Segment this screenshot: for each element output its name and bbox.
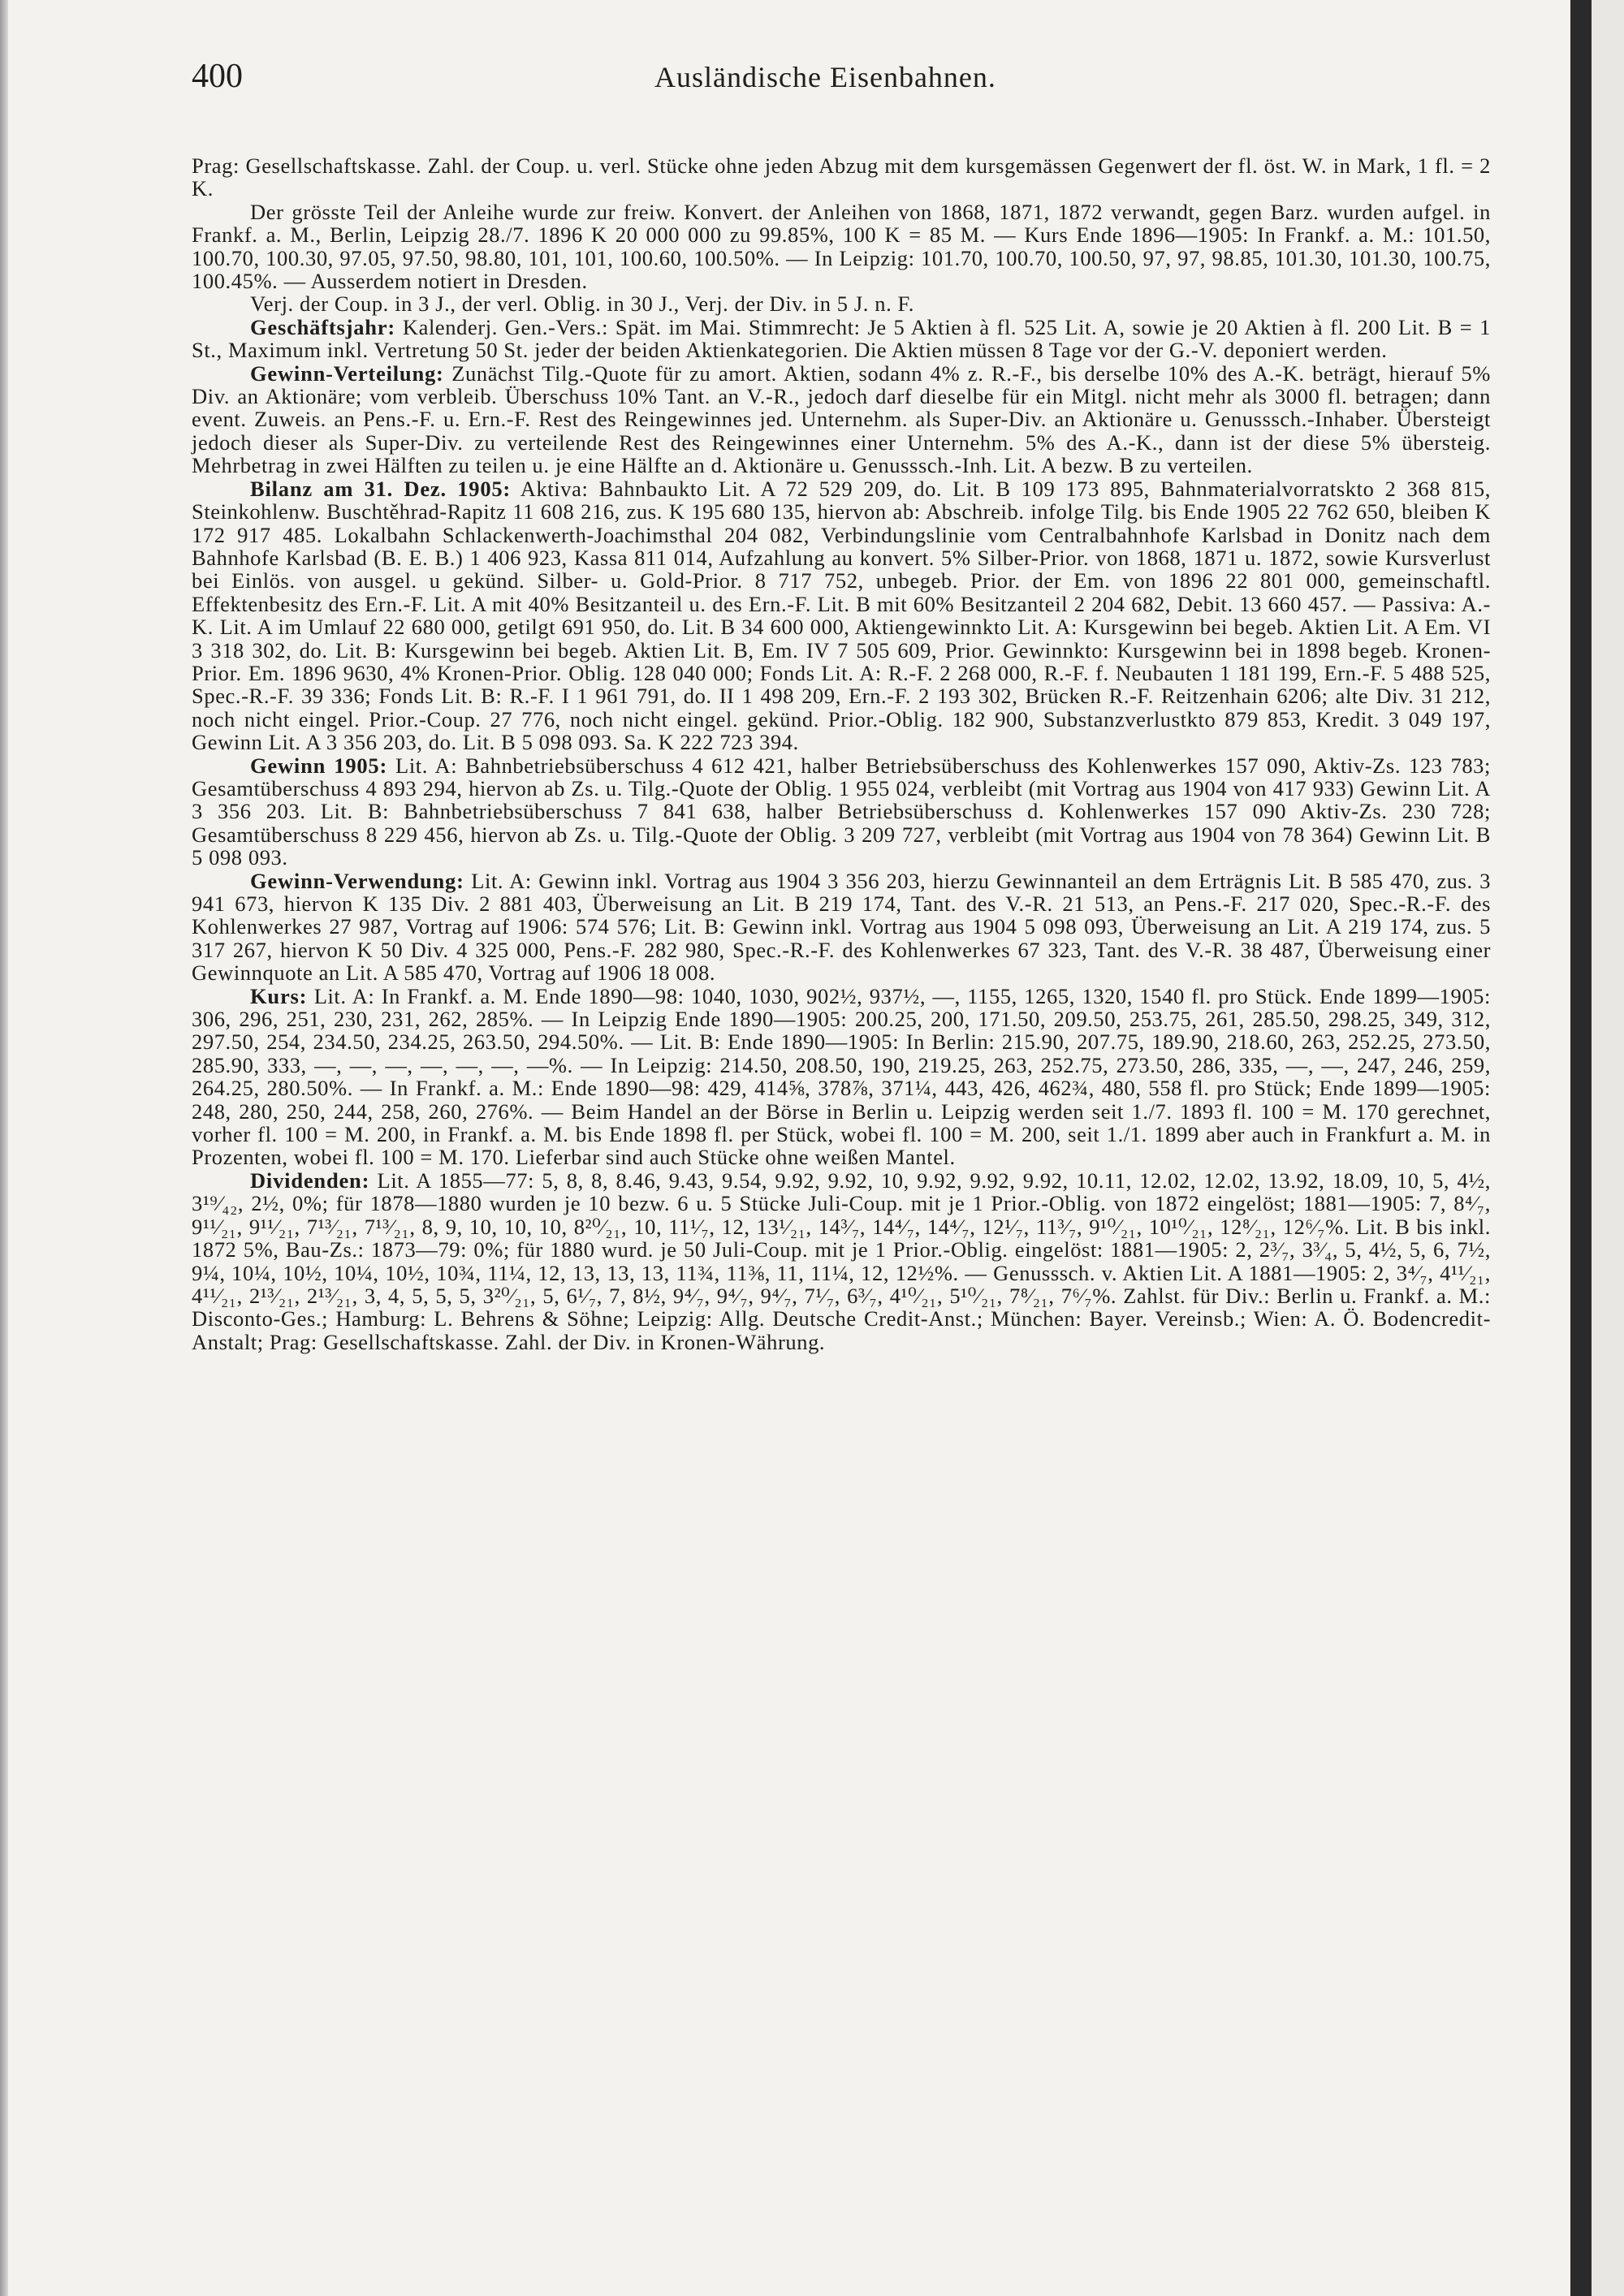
paragraph-text: Verj. der Coup. in 3 J., der verl. Oblig. in 30 J., Verj. der Div. in 5 J. n. F.	[250, 291, 914, 317]
book-spine-edge	[1570, 0, 1592, 2296]
paragraph-label: Kurs:	[250, 983, 308, 1008]
paragraph-text: Lit. A: Gewinn inkl. Vortrag aus 1904 3 356 203, hierzu Gewinnanteil an dem Erträgnis Lit. B 585 470, zus. 3 941 673, hiervon K 135 Div. 2 881 403, Überweisung an Lit. B 219 174, Tant. des V.-R. 21 513, an Pens.-F. 217 020, Spec.-R.-F. des Kohlenwerkes 27 987, Vortrag auf 1906: 574 576; Lit. B: Gewinn inkl. Vortrag aus 1904 5 098 093, Überweisung an Lit. A 219 174, zus. 5 317 267, hiervon K 50 Div. 4 325 000, Pens.-F. 282 980, Spec.-R.-F. des Kohlenwerkes 67 323, Tant. des V.-R. 38 487, Überweisung einer Gewinnquote an Lit. A 585 470, Vortrag auf 1906 18 008.	[192, 868, 1491, 986]
paragraph-label: Bilanz am 31. Dez. 1905:	[250, 476, 512, 501]
paragraph-text: Aktiva: Bahnbaukto Lit. A 72 529 209, do. Lit. B 109 173 895, Bahnmaterialvorratskto 2 368 815, Steinkohlenw. Buschtěhrad-Rapitz 11 608 216, zus. K 195 680 135, hiervon ab: Abschreib. infolge Tilg. bis Ende 1905 22 762 650, bleiben K 172 917 485. Lokalbahn Schlackenwerth-Joachimsthal 204 082, Verbindungslinie vom Centralbahnhofe Karlsbad in Donitz nach dem Bahnhofe Karlsbad (B. E. B.) 1 406 923, Kassa 811 014, Aufzahlung au konvert. 5% Silber-Prior. von 1868, 1871 u. 1872, sowie Kursverlust bei Einlös. von ausgel. u gekünd. Silber- u. Gold-Prior. 8 717 752, unbegeb. Prior. der Em. von 1896 22 801 000, gemeinschaftl. Effektenbesitz des Ern.-F. Lit. A mit 40% Besitzanteil u. des Ern.-F. Lit. B mit 60% Besitzanteil 2 204 682, Debit. 13 660 457. — Passiva: A.-K. Lit. A im Umlauf 22 680 000, getilgt 691 950, do. Lit. B 34 600 000, Aktiengewinnkto Lit. A: Kursgewinn bei begeb. Aktien Lit. A Em. VI 3 318 302, do. Lit. B: Kursgewinn bei begeb. Aktien Lit. B, Em. IV 7 505 609, Prior. Gewinnkto: Kursgewinn bei in 1898 begeb. Kronen-Prior. Em. 1896 9630, 4% Kronen-Prior. Oblig. 128 040 000; Fonds Lit. A: R.-F. 2 268 000, R.-F. f. Neubauten 1 181 199, Ern.-F. 5 488 525, Spec.-R.-F. 39 336; Fonds Lit. B: R.-F. I 1 961 791, do. II 1 498 209, Ern.-F. 2 193 302, Brücken R.-F. Reitzenhain 6206; alte Div. 31 212, noch nicht eingel. Prior.-Coup. 27 776, noch nicht eingel. gekünd. Prior.-Oblig. 182 900, Substanzverlustkto 879 853, Kredit. 3 049 197, Gewinn Lit. A 3 356 203, do. Lit. B 5 098 093. Sa. K 222 723 394.	[192, 476, 1492, 755]
paragraph-gewinn-1905	[192, 754, 1491, 870]
paragraph-label: Gewinn-Verteilung:	[250, 360, 444, 386]
paragraph-text: Zunächst Tilg.-Quote für zu amort. Aktien, sodann 4% z. R.-F., bis derselbe 10% des A.-K. beträgt, hierauf 5% Div. an Aktionäre; vom verbleib. Überschuss 10% Tant. an V.-R., jedoch darf dieselbe für ein Mitgl. nicht mehr als 3000 fl. betragen; dann event. Zuweis. an Pens.-F. u. Ern.-F. Rest des Reingewinnes jed. Unternehm. als Super-Div. an Aktionäre u. Genusssch.-Inhaber. Übersteigt jedoch dieser als Super-Div. zu verteilende Rest des Reingewinnes einer Unternehm. 5% des A.-K., dann ist der diese 5% übersteig. Mehrbetrag in zwei Hälften zu teilen u. je eine Hälfte an d. Aktionäre u. Genusssch.-Inh. Lit. A bezw. B zu verteilen.	[192, 360, 1491, 478]
page-number: 400	[192, 58, 243, 95]
paragraph-text: Lit. A: In Frankf. a. M. Ende 1890—98: 1040, 1030, 902½, 937½, —, 1155, 1265, 1320, 1540 fl. pro Stück. Ende 1899—1905: 306, 296, 251, 230, 231, 262, 285%. — In Leipzig Ende 1890—1905: 200.25, 200, 171.50, 209.50, 253.75, 261, 285.50, 298.25, 349, 312, 297.50, 254, 234.50, 234.25, 263.50, 294.50%. — Lit. B: Ende 1890—1905: In Berlin: 215.90, 207.75, 189.90, 218.60, 263, 252.25, 273.50, 285.90, 333, —, —, —, —, —, —, —%. — In Leipzig: 214.50, 208.50, 190, 219.25, 263, 252.75, 273.50, 286, 335, —, —, 247, 246, 259, 264.25, 280.50%. — In Frankf. a. M.: Ende 1890—98: 429, 414⅝, 378⅞, 371¼, 443, 426, 462¾, 480, 558 fl. pro Stück; Ende 1899—1905: 248, 280, 250, 244, 258, 260, 276%. — Beim Handel an der Börse in Berlin u. Leipzig werden seit 1./7. 1893 fl. 100 = M. 170 gerechnet, vorher fl. 100 = M. 200, in Frankf. a. M. bis Ende 1898 fl. per Stück, wobei fl. 100 = M. 200, seit 1./1. 1899 aber auch in Frankfurt a. M. in Prozenten, wobei fl. 100 = M. 170. Lieferbar sind auch Stücke ohne weißen Mantel.	[192, 983, 1491, 1170]
paragraph-bilanz	[192, 477, 1491, 754]
paragraph-gewinn-verwendung	[192, 870, 1491, 985]
paragraph-text: Lit. A: Bahnbetriebsüberschuss 4 612 421, halber Betriebsüberschuss des Kohlenwerkes 157 090, Aktiv-Zs. 123 783; Gesamtüberschuss 4 893 294, hiervon ab Zs. u. Tilg.-Quote der Oblig. 1 955 024, verbleibt (mit Vortrag aus 1904 von 417 933) Gewinn Lit. A 3 356 203. Lit. B: Bahnbetriebsüberschuss 7 841 638, halber Betriebsüberschuss d. Kohlenwerkes 157 090 Aktiv-Zs. 230 728; Gesamtüberschuss 8 229 456, hiervon ab Zs. u. Tilg.-Quote der Oblig. 3 209 727, verbleibt (mit Vortrag aus 1904 von 78 364) Gewinn Lit. B 5 098 093.	[192, 753, 1491, 870]
paragraph-dividenden	[192, 1169, 1491, 1353]
document-page	[192, 57, 1491, 1353]
paragraph-label: Dividenden:	[250, 1167, 370, 1193]
paragraph-geschaeftsjahr	[192, 316, 1491, 362]
paragraph-verjaehrung	[192, 292, 1491, 315]
paragraph-text: Lit. A 1855—77: 5, 8, 8, 8.46, 9.43, 9.54, 9.92, 9.92, 10, 9.92, 9.92, 9.92, 10.11, 12.02, 12.02, 13.92, 18.09, 10, 5, 4½, 3¹⁹⁄₄₂, 2½, 0%; für 1878—1880 wurden je 10 bezw. 6 u. 5 Stücke Juli-Coup. mit je 1 Prior.-Oblig. von 1872 eingelöst; 1881—1905: 7, 8⁴⁄₇, 9¹¹⁄₂₁, 9¹¹⁄₂₁, 7¹³⁄₂₁, 7¹³⁄₂₁, 8, 9, 10, 10, 10, 8²⁰⁄₂₁, 10, 11¹⁄₇, 12, 13¹⁄₂₁, 14³⁄₇, 14⁴⁄₇, 14⁴⁄₇, 12¹⁄₇, 11³⁄₇, 9¹⁰⁄₂₁, 10¹⁰⁄₂₁, 12⁸⁄₂₁, 12⁶⁄₇%. Lit. B bis inkl. 1872 5%, Bau-Zs.: 1873—79: 0%; für 1880 wurd. je 50 Juli-Coup. mit je 1 Prior.-Oblig. eingelöst: 1881—1905: 2, 2³⁄₇, 3³⁄₄, 5, 4½, 5, 6, 7½, 9¼, 10¼, 10½, 10¼, 10½, 10¾, 11¼, 12, 13, 13, 13, 11¾, 11⅜, 11, 11¼, 12, 12½%. — Genusssch. v. Aktien Lit. A 1881—1905: 2, 3⁴⁄₇, 4¹¹⁄₂₁, 4¹¹⁄₂₁, 2¹³⁄₂₁, 2¹³⁄₂₁, 3, 4, 5, 5, 5, 3²⁰⁄₂₁, 5, 6¹⁄₇, 7, 8½, 9⁴⁄₇, 9⁴⁄₇, 9⁴⁄₇, 7¹⁄₇, 6³⁄₇, 4¹⁰⁄₂₁, 5¹⁰⁄₂₁, 7⁸⁄₂₁, 7⁶⁄₇%. Zahlst. für Div.: Berlin u. Frankf. a. M.: Disconto-Ges.; Hamburg: L. Behrens & Söhne; Leipzig: Allg. Deutsche Credit-Anst.; München: Bayer. Vereinsb.; Wien: A. Ö. Bodencredit-Anstalt; Prag: Gesellschaftskasse. Zahl. der Div. in Kronen-Währung.	[192, 1167, 1491, 1354]
running-title: Ausländische Eisenbahnen.	[654, 61, 996, 93]
paragraph-label: Gewinn-Verwendung:	[250, 868, 464, 893]
page-binding-shadow	[0, 0, 8, 2296]
paragraph-text: Der grösste Teil der Anleihe wurde zur freiw. Konvert. der Anleihen von 1868, 1871, 1872 verwandt, gegen Barz. wurden aufgel. in Frankf. a. M., Berlin, Leipzig 28./7. 1896 K 20 000 000 zu 99.85%, 100 K = 85 M. — Kurs Ende 1896—1905: In Frankf. a. M.: 101.50, 100.70, 100.30, 97.05, 97.50, 98.80, 101, 101, 100.60, 100.50%. — In Leipzig: 101.70, 100.70, 100.50, 97, 97, 98.85, 101.30, 101.30, 100.75, 100.45%. — Ausserdem notiert in Dresden.	[192, 199, 1491, 294]
page-margin-right	[1592, 0, 1624, 2296]
paragraph-anleihe	[192, 201, 1491, 293]
paragraph-kurs	[192, 985, 1491, 1169]
document-body	[192, 154, 1491, 1353]
paragraph-text: Kalenderj. Gen.-Vers.: Spät. im Mai. Stimmrecht: Je 5 Aktien à fl. 525 Lit. A, sowie je 20 Aktien à fl. 200 Lit. B = 1 St., Maximum inkl. Vertretung 50 St. jeder der beiden Aktienkategorien. Die Aktien müssen 8 Tage vor der G.-V. deponiert werden.	[192, 314, 1491, 363]
paragraph-label: Geschäftsjahr:	[250, 314, 395, 339]
page-header	[192, 57, 1491, 106]
paragraph-text: Prag: Gesellschaftskasse. Zahl. der Coup. u. verl. Stücke ohne jeden Abzug mit dem kursgemässen Gegenwert der fl. öst. W. in Mark, 1 fl. = 2 K.	[192, 153, 1491, 201]
paragraph-prag	[192, 154, 1491, 201]
paragraph-label: Gewinn 1905:	[250, 753, 388, 778]
paragraph-gewinn-verteilung	[192, 362, 1491, 477]
